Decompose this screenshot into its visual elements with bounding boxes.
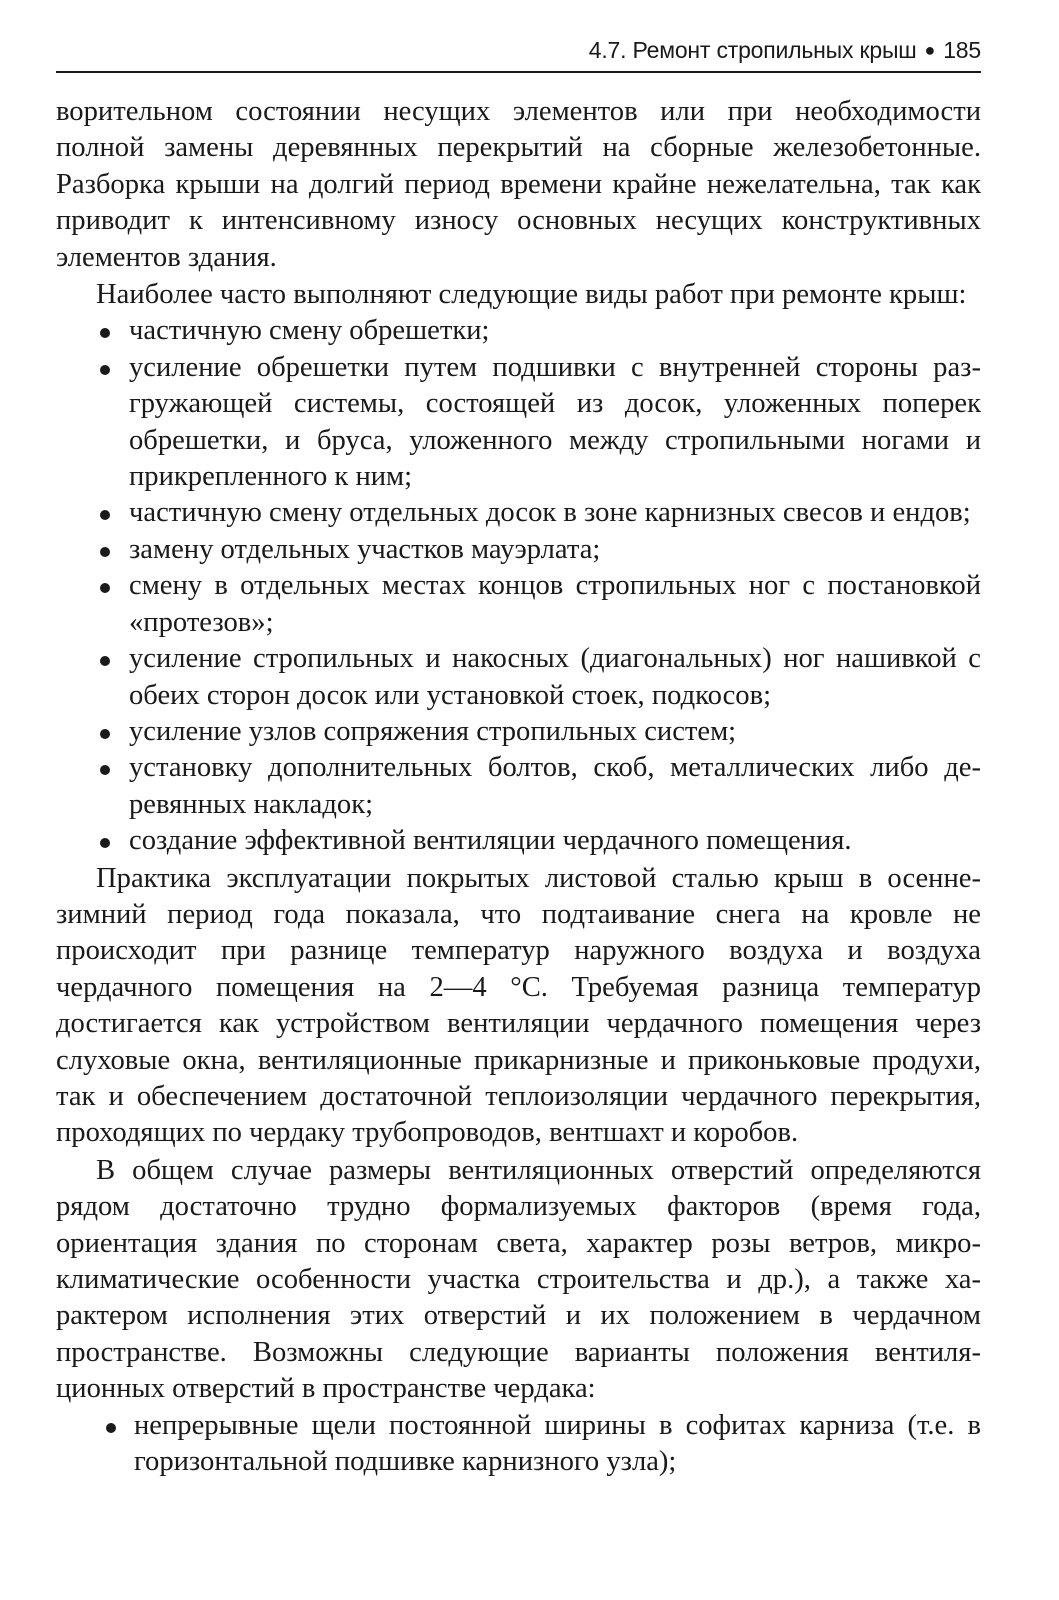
list-item-text: установку дополнительных болтов, скоб, металлических либо деревянных накладок; xyxy=(129,752,981,820)
bullet-icon xyxy=(100,838,110,848)
bullet-icon xyxy=(100,765,110,775)
list-item xyxy=(56,313,981,349)
bullet-icon xyxy=(100,547,110,557)
list-item-text: усиление узлов сопряжения стропильных систем; xyxy=(129,715,737,747)
vent-options-list xyxy=(56,1408,981,1481)
header-rule xyxy=(56,71,981,73)
list-item xyxy=(56,1408,981,1481)
list-item xyxy=(56,750,981,823)
list-item xyxy=(56,532,981,568)
list-item xyxy=(56,641,981,714)
list-item-text: частичную смену обрешетки; xyxy=(129,315,490,347)
list-item-text: усиление обрешетки путем подшивки с внутренней стороны разгружающей системы, состоящей из досок, уложенных поперек обрешетки, и бруса, уложенного между стропильными ногами и прикрепленного к ним; xyxy=(129,351,981,493)
section-title: 4.7. Ремонт стропильных крыш xyxy=(588,37,917,63)
paragraph: ворительном состоянии несущих элементов или при необходимости полной замены деревянных перекрытий на сборные железобетонные. Разборка крыши на долгий период времени крайне нежелательна, так как приводит к интенсивному износу основных несущих конструктивных элементов здания. xyxy=(56,96,981,273)
paragraph: Практика эксплуатации покрытых листовой сталью крыш в осенне-зимний период года показала, что подтаивание снега на кровле не происходит при разнице температур наружного воздуха и воздуха чердачного помещения на 2—4 °С. Требуемая разница температур достигается как устройством вентиляции чердачного помещения через слуховые окна, вентиляционные прикарнизные и приконьковые продухи, так и обеспечением достаточной теплоизоляции чердачного перекрытия, проходящих по чердаку трубопроводов, вентшахт и коробов. xyxy=(56,862,981,1149)
list-item-text: создание эффективной вентиляции чердачного помещения. xyxy=(129,825,852,857)
bullet-icon xyxy=(106,1423,116,1433)
bullet-separator-icon: ● xyxy=(924,40,936,60)
list-item xyxy=(56,568,981,641)
paragraph: Наиболее часто выполняют следующие виды работ при ремонте крыш: xyxy=(96,279,967,311)
list-item xyxy=(56,495,981,531)
list-item xyxy=(56,350,981,496)
bullet-icon xyxy=(100,729,110,739)
list-item-text: непрерывные щели постоянной ширины в софитах карниза (т.е. в горизонтальной подшивке карнизного узла); xyxy=(134,1409,981,1478)
paragraph: В общем случае размеры вентиляционных отверстий определяются рядом достаточно трудно формализуемых факторов (время года, ориентация здания по сторонам света, характер розы ветров, микроклиматические особенности участка строительства и др.), а также характером исполнения этих отверстий и их положением в чердачном пространстве. Возможны следующие варианты положения вентиляционных отверстий в пространстве чердака: xyxy=(56,1154,981,1405)
body-text xyxy=(56,94,981,1480)
bullet-icon xyxy=(100,365,110,375)
list-item-text: замену отдельных участков мауэрлата; xyxy=(129,533,601,565)
bullet-icon xyxy=(100,510,110,520)
bullet-icon xyxy=(100,583,110,593)
bullet-icon xyxy=(100,656,110,666)
page-number: 185 xyxy=(943,37,981,63)
list-item xyxy=(56,714,981,750)
list-item-text: смену в отдельных местах концов стропильных ног с постановкой «протезов»; xyxy=(129,570,981,638)
book-page xyxy=(56,30,981,1480)
bullet-icon xyxy=(100,328,110,338)
list-item xyxy=(56,823,981,859)
list-item-text: усиление стропильных и накосных (диагональных) ног нашивкой с обеих сторон досок или установкой стоек, подкосов; xyxy=(129,643,981,711)
running-header xyxy=(56,30,981,70)
list-item-text: частичную смену отдельных досок в зоне карнизных свесов и ендов; xyxy=(129,497,971,529)
works-list xyxy=(56,313,981,859)
